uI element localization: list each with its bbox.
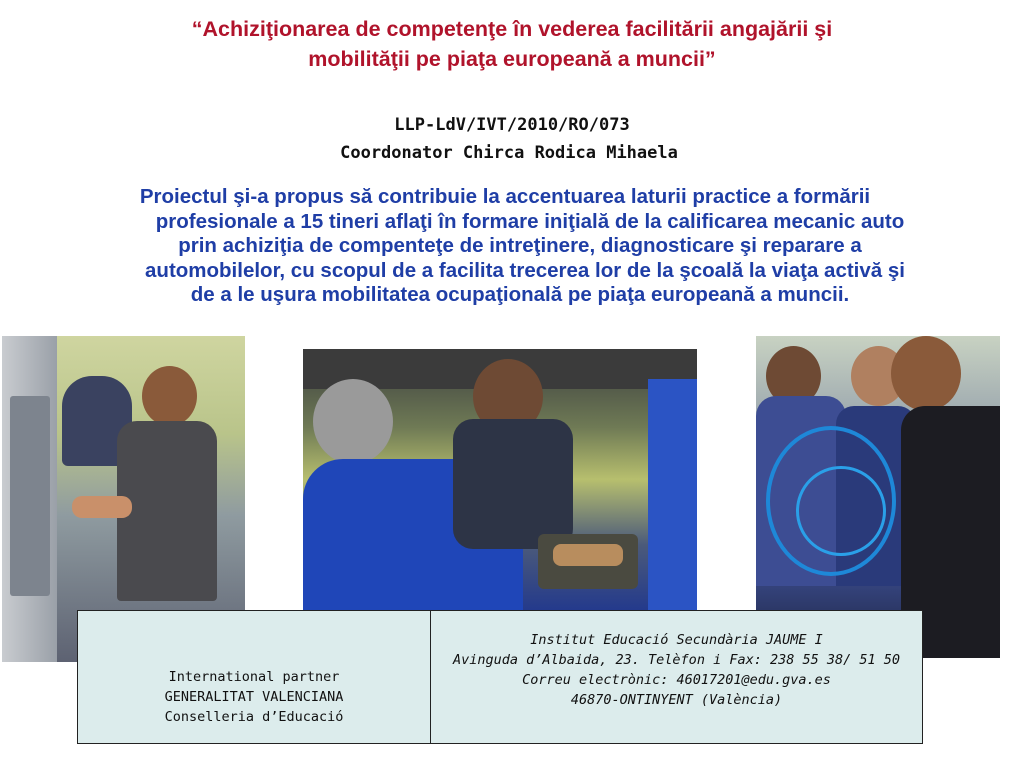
institute-email: Correu electrònic: 46017201@edu.gva.es bbox=[522, 672, 831, 688]
description-line: de a le uşura mobilitatea ocupaţională pe piaţa europeană a muncii. bbox=[190, 283, 850, 306]
partner-department: Conselleria d’Educació bbox=[164, 709, 344, 725]
description-line: profesionale a 15 tineri aflaţi în formare iniţială de la calificarea mecanic auto bbox=[155, 209, 905, 233]
photo-engine-repair bbox=[303, 349, 697, 610]
project-description bbox=[40, 185, 1020, 308]
description-line: automobilelor, cu scopul de a facilita trecerea lor de la şcoală la viaţa activă şi bbox=[145, 258, 905, 282]
page-title bbox=[0, 14, 1024, 74]
institute-name: Institut Educació Secundària JAUME I bbox=[530, 632, 823, 648]
title-line-1: “Achiziţionarea de competenţe în vederea facilitării angajării şi bbox=[191, 17, 833, 41]
institute-city: 46870-ONTINYENT (València) bbox=[570, 692, 783, 708]
institute-address: Avinguda d’Albaida, 23. Telèfon i Fax: 238 55 38/ 51 50 bbox=[452, 652, 901, 668]
description-line: Proiectul şi-a propus să contribuie la accentuarea laturii practice a formării bbox=[139, 185, 871, 208]
partner-label: International partner bbox=[168, 669, 340, 685]
partner-info-table bbox=[77, 610, 923, 744]
project-coordinator: Coordonator Chirca Rodica Mihaela bbox=[340, 143, 678, 163]
title-line-2: mobilităţii pe piaţa europeană a muncii” bbox=[308, 47, 716, 71]
partner-organization: GENERALITAT VALENCIANA bbox=[164, 689, 344, 705]
institute-contact-cell bbox=[431, 611, 922, 743]
description-line: prin achiziţia de compenteţe de intreţinere, diagnosticare şi reparare a bbox=[178, 234, 862, 257]
international-partner-cell bbox=[78, 611, 431, 743]
project-code: LLP-LdV/IVT/2010/RO/073 bbox=[394, 115, 630, 135]
